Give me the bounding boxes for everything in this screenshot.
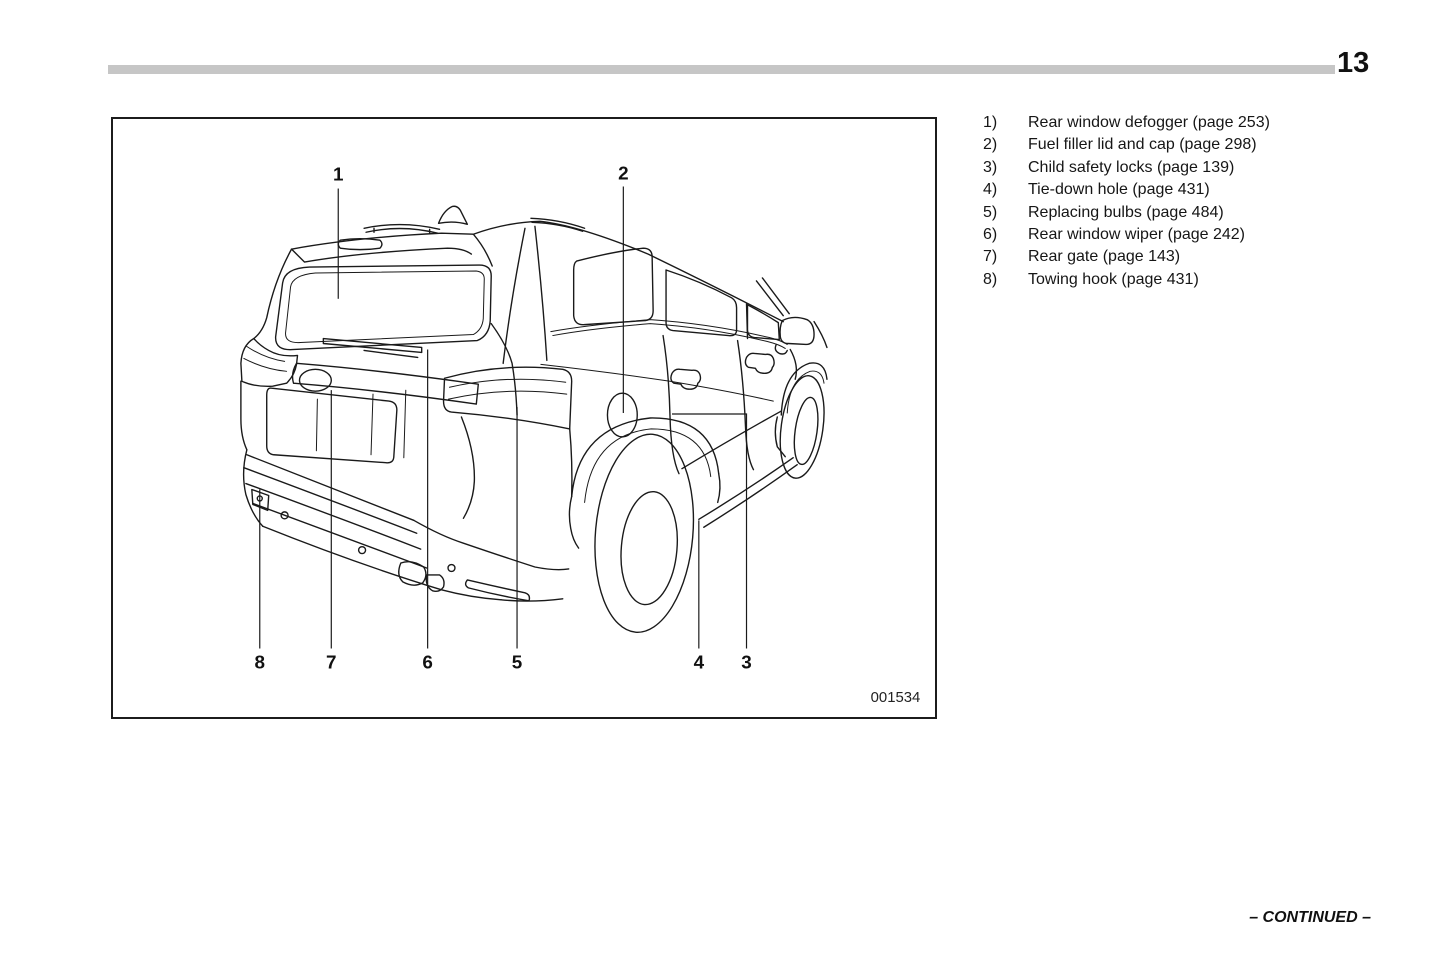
- figure-code: 001534: [870, 690, 921, 707]
- callout-label-5: 5: [511, 651, 523, 673]
- callout-label-8: 8: [254, 651, 266, 673]
- page-number: 13: [1337, 47, 1370, 79]
- legend-item-number: 1): [983, 114, 998, 131]
- header-rule: [108, 65, 1335, 74]
- callout-label-2: 2: [618, 162, 629, 184]
- legend-item-number: 6): [983, 226, 998, 244]
- callout-label-1: 1: [332, 163, 344, 185]
- legend-item: [983, 157, 1270, 179]
- legend-item-number: 7): [983, 248, 998, 266]
- legend-item: [983, 179, 1270, 201]
- legend-item: [983, 134, 1270, 156]
- legend-item: [983, 269, 1270, 291]
- car-illustration: [113, 119, 935, 717]
- legend-item-number: 4): [983, 181, 998, 199]
- legend-item-label: Replacing bulbs (page 484): [1028, 203, 1224, 221]
- callout-label-6: 6: [422, 651, 433, 673]
- legend-item: [983, 202, 1270, 224]
- figure-box: [111, 117, 937, 719]
- legend-item: [983, 224, 1270, 246]
- callout-label-7: 7: [326, 651, 337, 673]
- legend-item-number: 2): [983, 136, 998, 154]
- legend: [983, 112, 1270, 291]
- legend-item-label: Tie-down hole (page 431): [1028, 181, 1210, 199]
- legend-item: [983, 112, 1270, 134]
- continued-note: – CONTINUED –: [1249, 909, 1371, 926]
- callout-label-3: 3: [741, 651, 752, 673]
- legend-item-number: 8): [983, 270, 998, 288]
- callout-line-3: [672, 414, 747, 648]
- legend-item-label: Rear window wiper (page 242): [1028, 226, 1245, 244]
- callout-label-4: 4: [693, 651, 705, 673]
- legend-item-label: Towing hook (page 431): [1028, 270, 1199, 288]
- legend-item-label: Child safety locks (page 139): [1028, 158, 1235, 176]
- legend-item-number: 3): [983, 158, 998, 176]
- legend-item-label: Rear gate (page 143): [1028, 248, 1181, 266]
- car-outline: [241, 206, 830, 636]
- legend-item-label: Fuel filler lid and cap (page 298): [1028, 136, 1257, 154]
- legend-item-number: 5): [983, 203, 998, 221]
- legend-item-label: Rear window defogger (page 253): [1028, 114, 1270, 131]
- legend-item: [983, 246, 1270, 268]
